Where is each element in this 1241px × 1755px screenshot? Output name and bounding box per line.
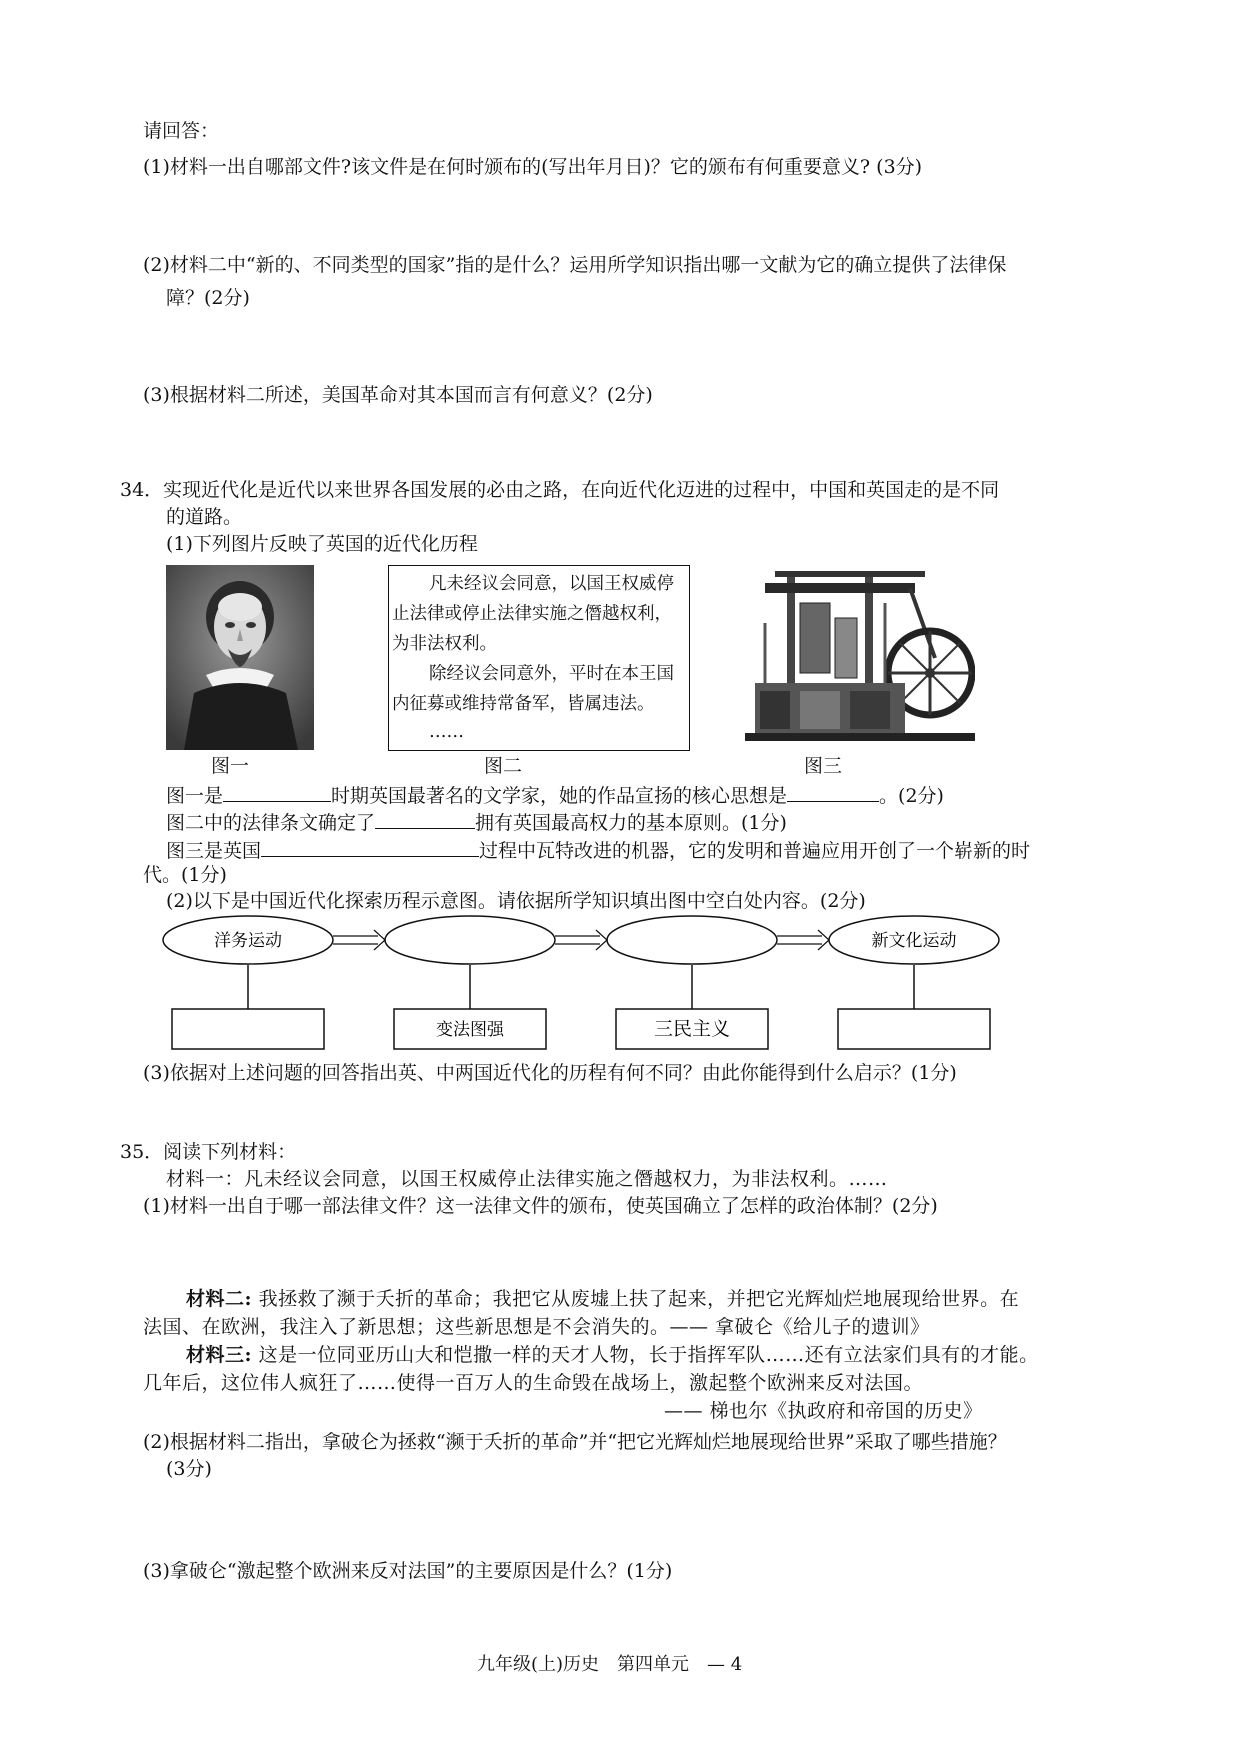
q34-fill-3 [166, 838, 1030, 861]
q33-part1: (1)材料一出自哪部文件?该文件是在何时颁布的(写出年月日)？它的颁布有何重要意义? (3分) [143, 156, 923, 178]
caption-figure-3: 图三 [804, 755, 843, 777]
q34-fill-1 [166, 783, 944, 806]
blank-core-idea[interactable] [787, 783, 879, 802]
q35-part3: (3)拿破仑“激起整个欧洲来反对法国”的主要原因是什么？(1分) [143, 1560, 673, 1582]
q35-part1: (1)材料一出自于哪一部法律文件？这一法律文件的颁布，使英国确立了怎样的政治体制？(2分) [143, 1195, 938, 1217]
law-line-5: 内征募或维持常备军，皆属违法。 [392, 694, 655, 714]
law-text-box [388, 565, 690, 751]
portrait-figure [166, 565, 314, 750]
q34-fill-2 [166, 810, 787, 833]
q33-part2-line2: 障？(2分) [166, 287, 250, 309]
q35-material2-line1 [186, 1290, 1019, 1309]
q35-material1: 材料一：凡未经议会同意，以国王权威停止法律实施之僭越权力，为非法权利。…… [166, 1168, 888, 1190]
q34-stem-line1: 34．实现近代化是近代以来世界各国发展的必由之路，在向近代化迈进的过程中，中国和英国走的是不同 [120, 479, 1000, 501]
material3-text-1: 这是一位同亚历山大和恺撒一样的天才人物，长于指挥军队……还有立法家们具有的才能。 [258, 1344, 1039, 1366]
q34-part3: (3)依据对上述问题的回答指出英、中两国近代化的历程有何不同？由此你能得到什么启示？(1分) [143, 1062, 957, 1084]
material2-text-1: 我拯救了濒于夭折的革命；我把它从废墟上扶了起来，并把它光辉灿烂地展现给世界。在 [258, 1288, 1020, 1310]
blank-era[interactable] [223, 783, 331, 802]
q33-part3: (3)根据材料二所述，美国革命对其本国而言有何意义？(2分) [143, 384, 653, 406]
q33-part2-line1: (2)材料二中“新的、不同类型的国家”指的是什么？运用所学知识指出哪一文献为它的确立提供了法律保 [143, 254, 1007, 276]
blank-supreme-power[interactable] [375, 810, 475, 829]
steam-engine-figure [745, 563, 975, 753]
box-label-3: 三民主义 [653, 1018, 731, 1040]
oval-label-1: 洋务运动 [214, 931, 282, 951]
law-line-1: 凡未经议会同意，以国王权威停 [429, 574, 674, 594]
fill1-text-c: 。(2分) [879, 785, 944, 807]
fill1-text-a: 图一是 [166, 785, 224, 807]
modernization-flow-diagram [160, 915, 1040, 1055]
box-4[interactable] [838, 1009, 990, 1049]
q34-fill-3-cont: 代。(1分) [143, 864, 227, 886]
law-line-3: 为非法权利。 [392, 634, 497, 654]
law-line-4: 除经议会同意外，平时在本王国 [429, 664, 674, 684]
oval-label-4: 新文化运动 [871, 931, 957, 951]
fill3-text-a: 图三是英国 [166, 840, 262, 862]
q35-material3-source: —— 梯也尔《执政府和帝国的历史》 [664, 1400, 983, 1422]
material2-label: 材料二: [186, 1288, 253, 1310]
oval-2[interactable] [385, 916, 555, 964]
q35-stem: 35．阅读下列材料： [120, 1141, 297, 1163]
box-label-2: 变法图强 [436, 1020, 504, 1040]
caption-figure-2: 图二 [484, 755, 523, 777]
fill2-text-a: 图二中的法律条文确定了 [166, 812, 376, 834]
page-footer: 九年级(上)历史 第四单元 — 4 [477, 1654, 743, 1675]
law-line-6: …… [429, 722, 464, 742]
material3-label: 材料三: [186, 1344, 253, 1366]
box-1[interactable] [172, 1009, 324, 1049]
q34-part1-title: (1)下列图片反映了英国的近代化历程 [166, 533, 478, 555]
answer-prompt: 请回答： [143, 120, 220, 142]
portrait-image [166, 565, 314, 750]
fill1-text-b: 时期英国最著名的文学家，她的作品宣扬的核心思想是 [331, 785, 788, 807]
blank-process[interactable] [261, 838, 479, 857]
fill2-text-b: 拥有英国最高权力的基本原则。(1分) [475, 812, 787, 834]
law-line-2: 止法律或停止法律实施之僭越权利， [392, 604, 672, 624]
steam-engine-image [745, 563, 975, 753]
q34-stem-line2: 的道路。 [166, 506, 243, 528]
fill3-text-b: 过程中瓦特改进的机器，它的发明和普遍应用开创了一个崭新的时 [479, 840, 1031, 862]
oval-3[interactable] [607, 916, 777, 964]
q35-part2-line1: (2)根据材料二指出，拿破仑为拯救“濒于夭折的革命”并“把它光辉灿烂地展现给世界”采取了哪些措施？ [143, 1431, 1007, 1453]
caption-figure-1: 图一 [211, 755, 250, 777]
q34-part2-title: (2)以下是中国近代化探索历程示意图。请依据所学知识填出图中空白处内容。(2分) [166, 890, 866, 912]
q35-material3-line1 [186, 1346, 1039, 1365]
q35-material2-line2: 法国、在欧洲，我注入了新思想；这些新思想是不会消失的。—— 拿破仑《给儿子的遗训》 [143, 1316, 930, 1338]
q35-material3-line2: 几年后，这位伟人疯狂了……使得一百万人的生命毁在战场上，激起整个欧洲来反对法国。 [143, 1372, 924, 1394]
q35-part2-line2: (3分) [166, 1458, 212, 1480]
